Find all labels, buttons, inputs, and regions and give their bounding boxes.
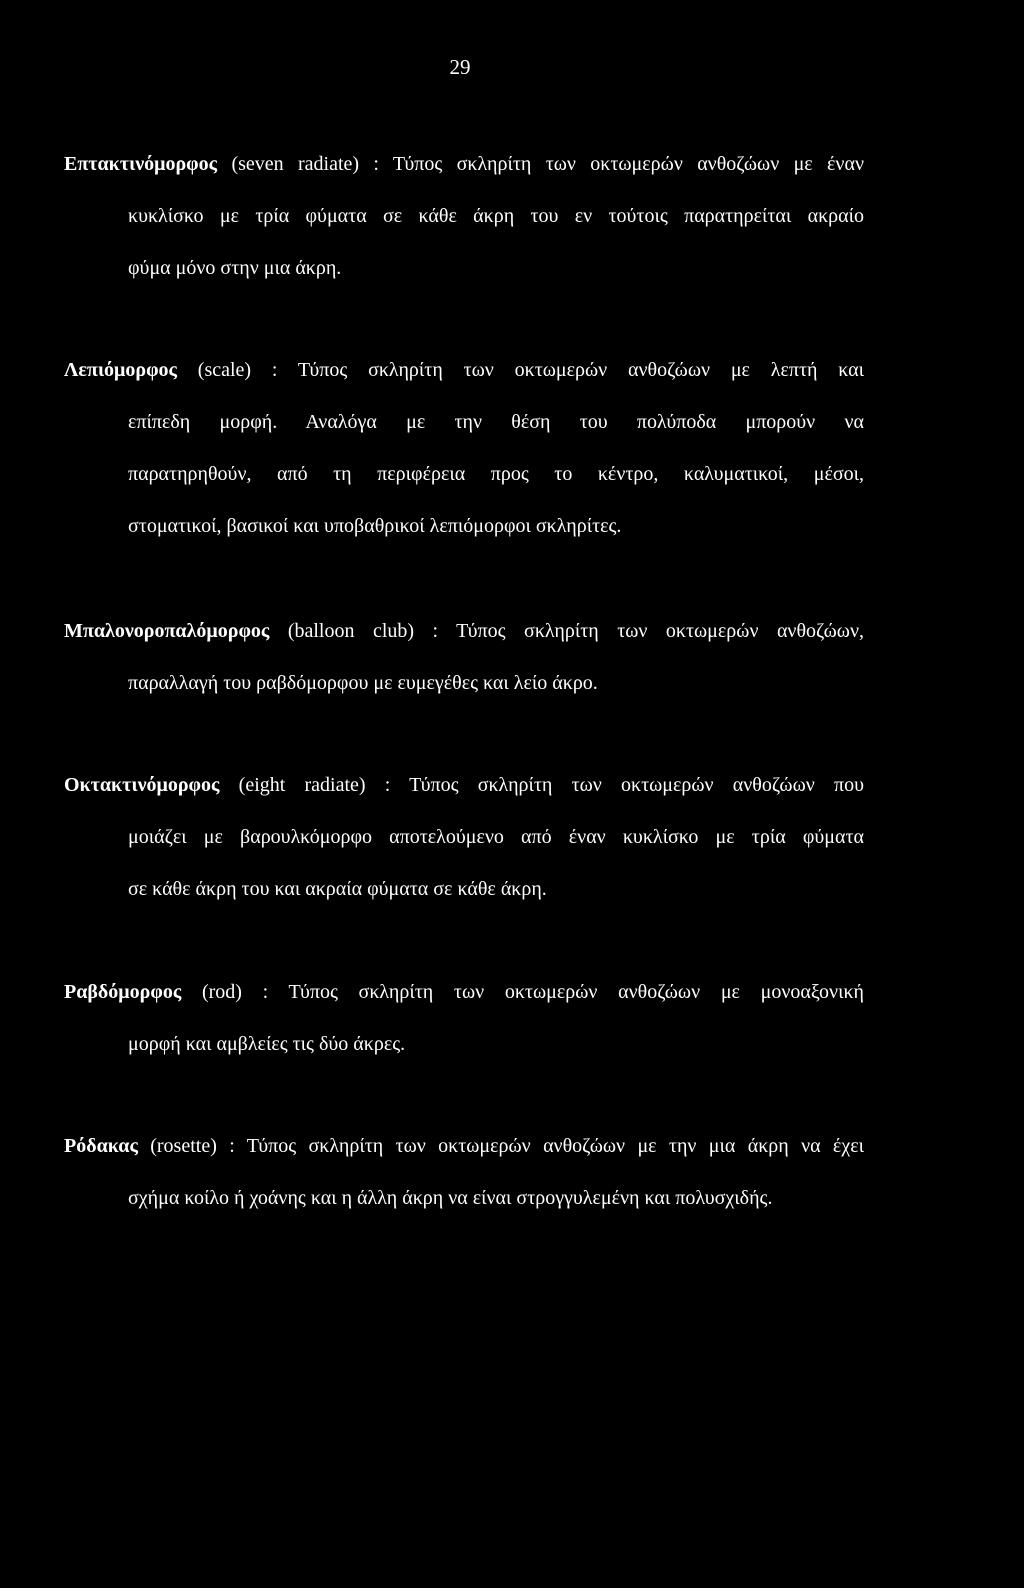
entry-line: παρατηρηθούν, από τη περιφέρεια προς το κέντρο, καλυματικοί, μέσοι,	[128, 463, 864, 485]
entry-line: επίπεδη μορφή. Αναλόγα με την θέση του πολύποδα μπορούν να	[128, 411, 864, 433]
entry-line: σχήμα κοίλο ή χοάνης και η άλλη άκρη να είναι στρογγυλεμένη και πολυσχιδής.	[128, 1187, 773, 1209]
glossary-entry-scale	[64, 344, 864, 552]
glossary-entry-rod	[64, 966, 864, 1070]
entry-term: Λεπιόμορφος	[64, 359, 177, 381]
entry-term: Ραβδόμορφος	[64, 981, 182, 1003]
glossary-entry-rosette	[64, 1120, 864, 1224]
entry-line: Οκτακτινόμορφος (eight radiate) : Τύπος σκληρίτη των οκτωμερών ανθοζώων που	[64, 774, 864, 796]
entry-line: Ρόδακας (rosette) : Τύπος σκληρίτη των οκτωμερών ανθοζώων με την μια άκρη να έχει	[64, 1135, 864, 1157]
entry-line: σε κάθε άκρη του και ακραία φύματα σε κάθε άκρη.	[128, 878, 547, 900]
entry-line: Επτακτινόμορφος (seven radiate) : Τύπος σκληρίτη των οκτωμερών ανθοζώων με έναν	[64, 153, 864, 175]
entry-line: μορφή και αμβλείες τις δύο άκρες.	[128, 1033, 406, 1055]
entry-term: Οκτακτινόμορφος	[64, 774, 220, 796]
entry-line: Λεπιόμορφος (scale) : Τύπος σκληρίτη των οκτωμερών ανθοζώων με λεπτή και	[64, 359, 864, 381]
page-number: 29	[449, 55, 471, 79]
entry-term: Μπαλονοροπαλόμορφος	[64, 620, 270, 642]
entry-term: Επτακτινόμορφος	[64, 153, 218, 175]
glossary-entry-seven-radiate	[64, 138, 864, 294]
entry-line: κυκλίσκο με τρία φύματα σε κάθε άκρη του εν τούτοις παρατηρείται ακραίο	[128, 205, 864, 227]
glossary-entry-eight-radiate	[64, 759, 864, 915]
entry-line: παραλλαγή του ραβδόμορφου με ευμεγέθες και λείο άκρο.	[128, 672, 598, 694]
entry-line: Μπαλονοροπαλόμορφος (balloon club) : Τύπος σκληρίτη των οκτωμερών ανθοζώων,	[64, 620, 864, 642]
entry-line: φύμα μόνο στην μια άκρη.	[128, 257, 342, 279]
entry-line: μοιάζει με βαρουλκόμορφο αποτελούμενο από έναν κυκλίσκο με τρία φύματα	[128, 826, 864, 848]
entry-line: στοματικοί, βασικοί και υποβαθρικοί λεπιόμορφοι σκληρίτες.	[128, 515, 622, 537]
entry-line: Ραβδόμορφος (rod) : Τύπος σκληρίτη των οκτωμερών ανθοζώων με μονοαξονική	[64, 981, 864, 1003]
entry-term: Ρόδακας	[64, 1135, 138, 1157]
glossary-entry-balloon-club	[64, 605, 864, 709]
